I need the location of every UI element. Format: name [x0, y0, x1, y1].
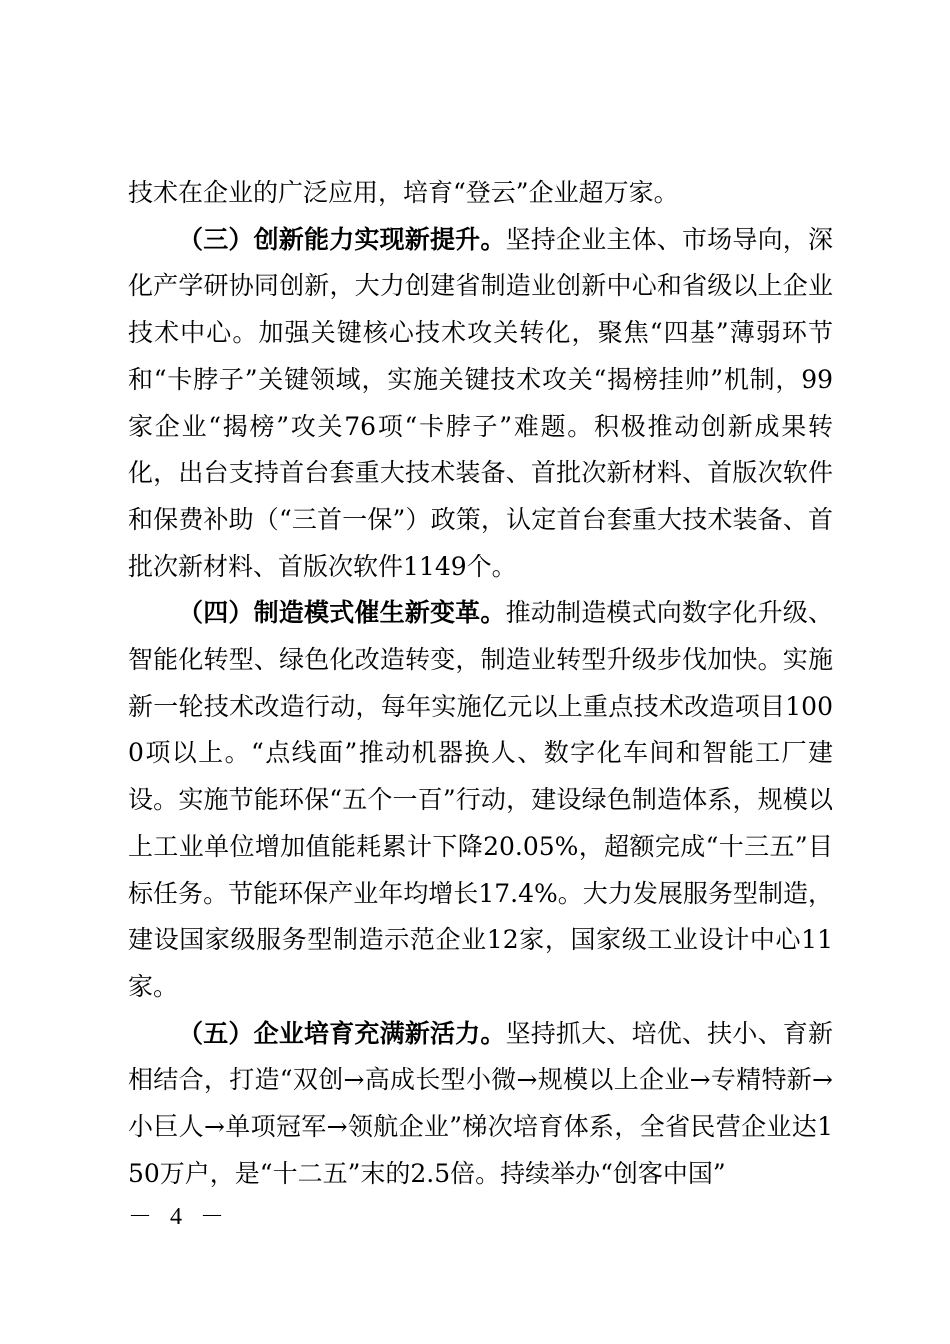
paragraph-enterprise-cultivation — [128, 1011, 833, 1198]
document-body — [128, 170, 833, 1197]
section-heading-3: （三）创新能力实现新提升。 — [178, 224, 506, 254]
paragraph-innovation — [128, 217, 833, 591]
paragraph-continued — [128, 170, 833, 217]
section-heading-4: （四）制造模式催生新变革。 — [178, 598, 506, 628]
page-number: － 4 － — [128, 1204, 230, 1230]
paragraph-text: 技术在企业的广泛应用，培育“登云”企业超万家。 — [128, 178, 679, 207]
paragraph-text: 推动制造模式向数字化升级、智能化转型、绿色化改造转变，制造业转型升级步伐加快。实施新一轮技术改造行动，每年实施亿元以上重点技术改造项目1000项以上。“点线面”推动机器换人、数字化车间和智能工厂建设。实施节能环保“五个一百”行动，建设绿色制造体系，规模以上工业单位增加值能耗累计下降20.05%，超额完成“十三五”目标任务。节能环保产业年均增长17.4%。大力发展服务型制造，建设国家级服务型制造示范企业12家，国家级工业设计中心11家。 — [128, 598, 833, 1001]
paragraph-manufacturing-mode — [128, 590, 833, 1010]
paragraph-text: 坚持抓大、培优、扶小、育新相结合，打造“双创→高成长型小微→规模以上企业→专精特新→小巨人→单项冠军→领航企业”梯次培育体系，全省民营企业达150万户，是“十二五”末的2.5倍。持续举办“创客中国” — [128, 1018, 833, 1188]
paragraph-text: 坚持企业主体、市场导向，深化产学研协同创新，大力创建省制造业创新中心和省级以上企业技术中心。加强关键核心技术攻关转化，聚焦“四基”薄弱环节和“卡脖子”关键领域，实施关键技术攻关“揭榜挂帅”机制，99家企业“揭榜”攻关76项“卡脖子”难题。积极推动创新成果转化，出台支持首台套重大技术装备、首批次新材料、首版次软件和保费补助（“三首一保”）政策，认定首台套重大技术装备、首批次新材料、首版次软件1149个。 — [128, 224, 833, 581]
section-heading-5: （五）企业培育充满新活力。 — [178, 1018, 506, 1048]
